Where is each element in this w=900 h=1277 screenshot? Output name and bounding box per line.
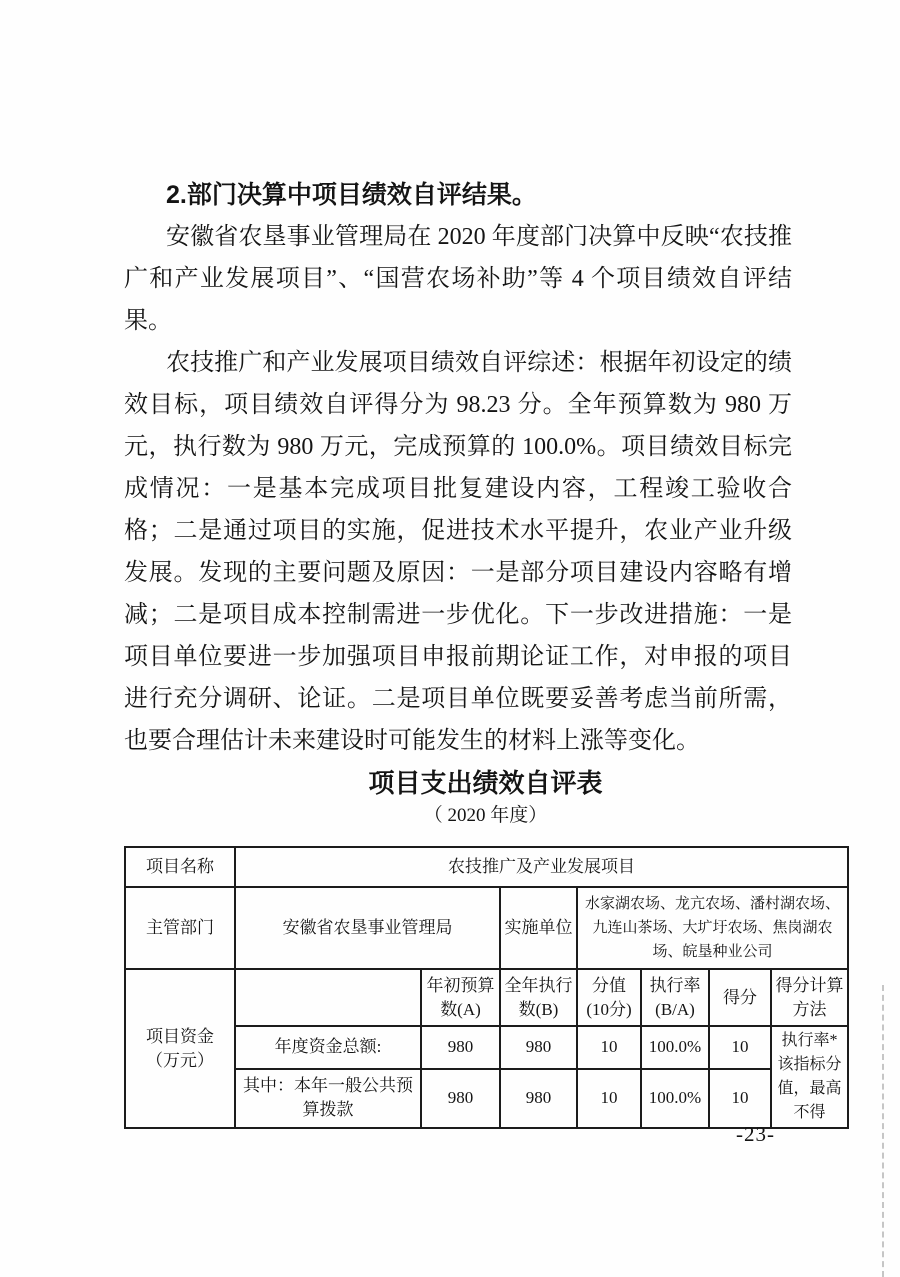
paragraph-self-evaluation: 农技推广和产业发展项目绩效自评综述：根据年初设定的绩效目标，项目绩效自评得分为 98.23 分。全年预算数为 980 万元，执行数为 980 万元，完成预算的 100.0%。项目绩效目标完成情况：一是基本完成项目批复建设内容，工程竣工验收合格；二是通过项目的实施，促进技术水平提升，农业产业升级发展。发现的主要问题及原因：一是部分项目建设内容略有增减；二是项目成本控制需进一步优化。下一步改进措施：一是项目单位要进一步加强项目申报前期论证工作，对申报的项目进行充分调研、论证。二是项目单位既要妥善考虑当前所需，也要合理估计未来建设时可能发生的材料上涨等变化。 (124, 350, 792, 754)
funds-label-cell (125, 969, 235, 1128)
paragraph-summary-intro: 安徽省农垦事业管理局在 2020 年度部门决算中反映“农技推广和产业发展项目”、“国营农场补助”等 4 个项目绩效自评结果。 (124, 224, 792, 334)
table-row (125, 969, 848, 1026)
project-name-value: 农技推广及产业发展项目 (235, 847, 848, 887)
section-heading: 2.部门决算中项目绩效自评结果。 (166, 181, 537, 209)
funds-row-rate: 100.0% (641, 1069, 709, 1128)
funds-row-executed: 980 (500, 1026, 577, 1069)
funds-label-line1: 项目资金 (146, 1026, 214, 1046)
supervisor-label: 主管部门 (125, 887, 235, 969)
funds-row-score: 10 (709, 1026, 771, 1069)
funds-row-points: 10 (577, 1026, 641, 1069)
scan-artifact-line (882, 985, 884, 1277)
funds-row-budget: 980 (421, 1026, 500, 1069)
funds-row-points: 10 (577, 1069, 641, 1128)
table-row (125, 847, 848, 887)
column-header-points: 分值(10分) (577, 969, 641, 1026)
document-content (124, 174, 847, 1129)
table-row (125, 887, 848, 969)
column-header-method: 得分计算方法 (771, 969, 848, 1026)
funds-row-budget: 980 (421, 1069, 500, 1128)
implementer-label: 实施单位 (500, 887, 577, 969)
funds-row-score: 10 (709, 1069, 771, 1128)
funds-header-empty-cell (235, 969, 421, 1026)
supervisor-value: 安徽省农垦事业管理局 (235, 887, 500, 969)
funds-row-executed: 980 (500, 1069, 577, 1128)
performance-evaluation-table (124, 846, 849, 1129)
table-subtitle: （ 2020 年度） (423, 805, 548, 826)
funds-label-line2: （万元） (146, 1050, 214, 1070)
project-name-label: 项目名称 (125, 847, 235, 887)
funds-row-name: 其中：本年一般公共预算拨款 (235, 1069, 421, 1128)
implementer-value: 水家湖农场、龙亢农场、潘村湖农场、九连山茶场、大圹圩农场、焦岗湖农场、皖垦种业公司 (577, 887, 848, 969)
column-header-executed: 全年执行数(B) (500, 969, 577, 1026)
column-header-budget: 年初预算数(A) (421, 969, 500, 1026)
page-number: -23- (736, 1122, 775, 1146)
column-header-score: 得分 (709, 969, 771, 1026)
funds-row-name: 年度资金总额: (235, 1026, 421, 1069)
funds-row-rate: 100.0% (641, 1026, 709, 1069)
column-header-rate: 执行率(B/A) (641, 969, 709, 1026)
score-method-note: 执行率*该指标分值，最高不得 (771, 1026, 848, 1128)
table-title: 项目支出绩效自评表 (368, 768, 603, 798)
